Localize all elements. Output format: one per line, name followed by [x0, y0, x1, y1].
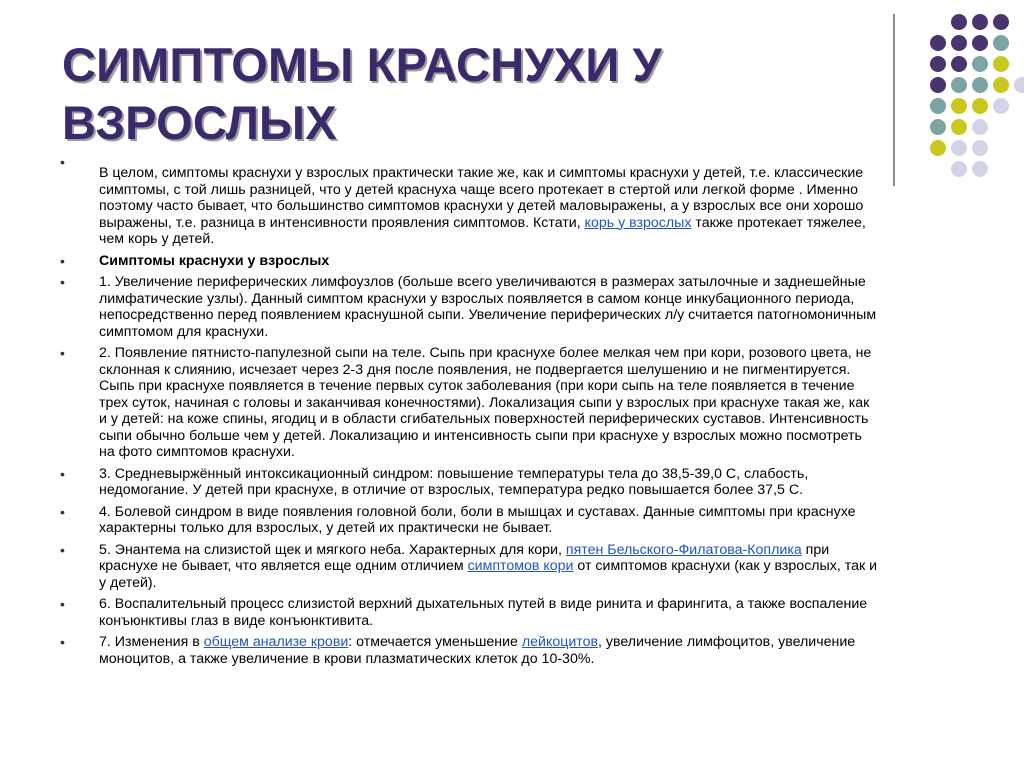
decor-dot [930, 56, 946, 72]
decor-dot [930, 35, 946, 51]
item-5-text-start: 5. Энантема на слизистой щек и мягкого неба. Характерных для кори, [99, 541, 566, 558]
decor-dot [951, 14, 967, 30]
list-item-7 [60, 634, 880, 667]
decor-dot [1014, 77, 1024, 93]
bullet-icon: • [60, 634, 65, 650]
item-3-text: 3. Средневыржённый интоксикационный синдром: повышение температуры тела до 38,5-39,0 С, слабость, недомогание. У детей при краснухе, в отличие от взрослых, температура редко повышается более 37,5 С. [99, 465, 809, 498]
link-leukocytes[interactable]: лейкоцитов [521, 634, 599, 650]
decor-dot [993, 35, 1009, 51]
decor-dot [951, 35, 967, 51]
decor-dot [972, 35, 988, 51]
bullet-icon: • [60, 274, 65, 290]
decor-dot [930, 140, 946, 156]
decor-dot [972, 98, 988, 114]
decor-dot [930, 77, 946, 93]
decor-dot [951, 77, 967, 93]
decor-dot [993, 98, 1009, 114]
list-item-1 [60, 274, 880, 340]
decor-dot [951, 161, 967, 177]
bullet-icon: • [60, 465, 65, 482]
divider-line [893, 14, 895, 186]
item-7-text-mid: : отмечается уменьшение [348, 634, 522, 650]
decor-dot [951, 56, 967, 72]
decor-dot [951, 140, 967, 156]
link-blood-test[interactable]: общем анализе крови [203, 634, 349, 650]
decor-dot [951, 119, 967, 135]
decor-dot [993, 56, 1009, 72]
decor-dot [972, 161, 988, 177]
bullet-icon: • [60, 541, 65, 558]
decor-dot [930, 98, 946, 114]
slide-title: СИМПТОМЫ КРАСНУХИ У ВЗРОСЛЫХ [62, 38, 662, 149]
list-item-heading [60, 253, 880, 270]
list-item-3 [60, 466, 880, 499]
list-item-intro [60, 156, 880, 248]
decor-dot [930, 119, 946, 135]
decor-dot [972, 56, 988, 72]
item-7-text-start: 7. Изменения в [99, 634, 204, 650]
link-measles-symptoms[interactable]: симптомов кори [467, 558, 574, 574]
bullet-icon: • [60, 596, 65, 612]
decor-dot [972, 14, 988, 30]
decor-dot [972, 119, 988, 135]
list-item-6 [60, 596, 880, 629]
intro-text-start: В целом, симптомы краснухи у взрослых практически такие же, как и симптомы краснухи у детей, т.е. классические симптомы, с той лишь разницей, что у детей краснуха чаще всего протекает в стертой или легкой форме . Именно поэтому часто бывает, что большинство симптомов краснухи у детей маловыражены, а у взрослых все они хорошо выражены, т.е. разница в интенсивности проявления симптомов. Кстати, [99, 165, 864, 231]
bullet-icon: • [60, 345, 65, 361]
item-4-text: 4. Болевой синдром в виде появления головной боли, боли в мышцах и суставах. Данные симптомы при краснухе характерны только для взрослых, у детей их практически не бывает. [99, 503, 856, 536]
bullet-icon: • [60, 503, 65, 520]
item-5-text-end: от симптомов краснухи (как у взрослых, так и у детей). [99, 558, 878, 591]
item-7-text-end: , увеличение лимфоцитов, увеличение моноцитов, а также увеличение в крови плазматических клеток до 10-30%. [99, 634, 856, 667]
intro-text-end: также протекает тяжелее, чем корь у детей. [99, 214, 866, 247]
link-koplik-spots[interactable]: пятен Бельского-Филатова-Коплика [565, 541, 802, 558]
link-measles-adults[interactable]: корь у взрослых [584, 214, 692, 231]
decor-dot [993, 77, 1009, 93]
decor-dot [972, 77, 988, 93]
item-5-text-mid: при краснухе не бывает, что является еще одним отличием [99, 541, 830, 574]
item-6-text: 6. Воспалительный процесс слизистой верхний дыхательных путей в виде ринита и фарингита, а также воспаление конъюнктивы глаз в виде конъюнктивита. [99, 596, 868, 629]
item-1-text: 1. Увеличение периферических лимфоузлов (больше всего увеличиваются в размерах затылочные и заднешейные лимфатические узлы). Данный симптом краснухи у взрослых появляется в самом конце инкубационного периода, непосредственно перед появлением краснушной сыпи. Увеличение периферических л/у считается патогномоничным симптомом для краснухи. [99, 274, 877, 340]
decor-dot [972, 140, 988, 156]
decor-dot [993, 14, 1009, 30]
bullet-icon: • [60, 154, 65, 170]
section-heading: Симптомы краснухи у взрослых [99, 252, 330, 269]
list-item-4 [60, 504, 880, 537]
decor-dot [951, 98, 967, 114]
item-2-text: 2. Появление пятнисто-папулезной сыпи на теле. Сыпь при краснухе более мелкая чем при кори, розового цвета, не склонная к слиянию, исчезает через 2-3 дня после появления, не подвергается шелушению и не пигментируется. Сыпь при краснухе появляется в течение первых суток заболевания (при кори сыпь на теле появляется в течение трех суток, начиная с головы и заканчивая конечностями). Локализация сыпи у взрослых при краснухе такая же, как и у детей: на коже спины, ягодиц и в области сгибательных поверхностей периферических суставов. Интенсивность сыпи обычно больше чем у детей. Локализацию и интенсивность сыпи при краснухе у взрослых можно посмотреть на фото симптомов краснухи. [99, 345, 872, 460]
list-item-2 [60, 345, 880, 461]
list-item-5 [60, 542, 880, 592]
bullet-icon: • [60, 252, 65, 269]
slide-content [60, 156, 880, 672]
